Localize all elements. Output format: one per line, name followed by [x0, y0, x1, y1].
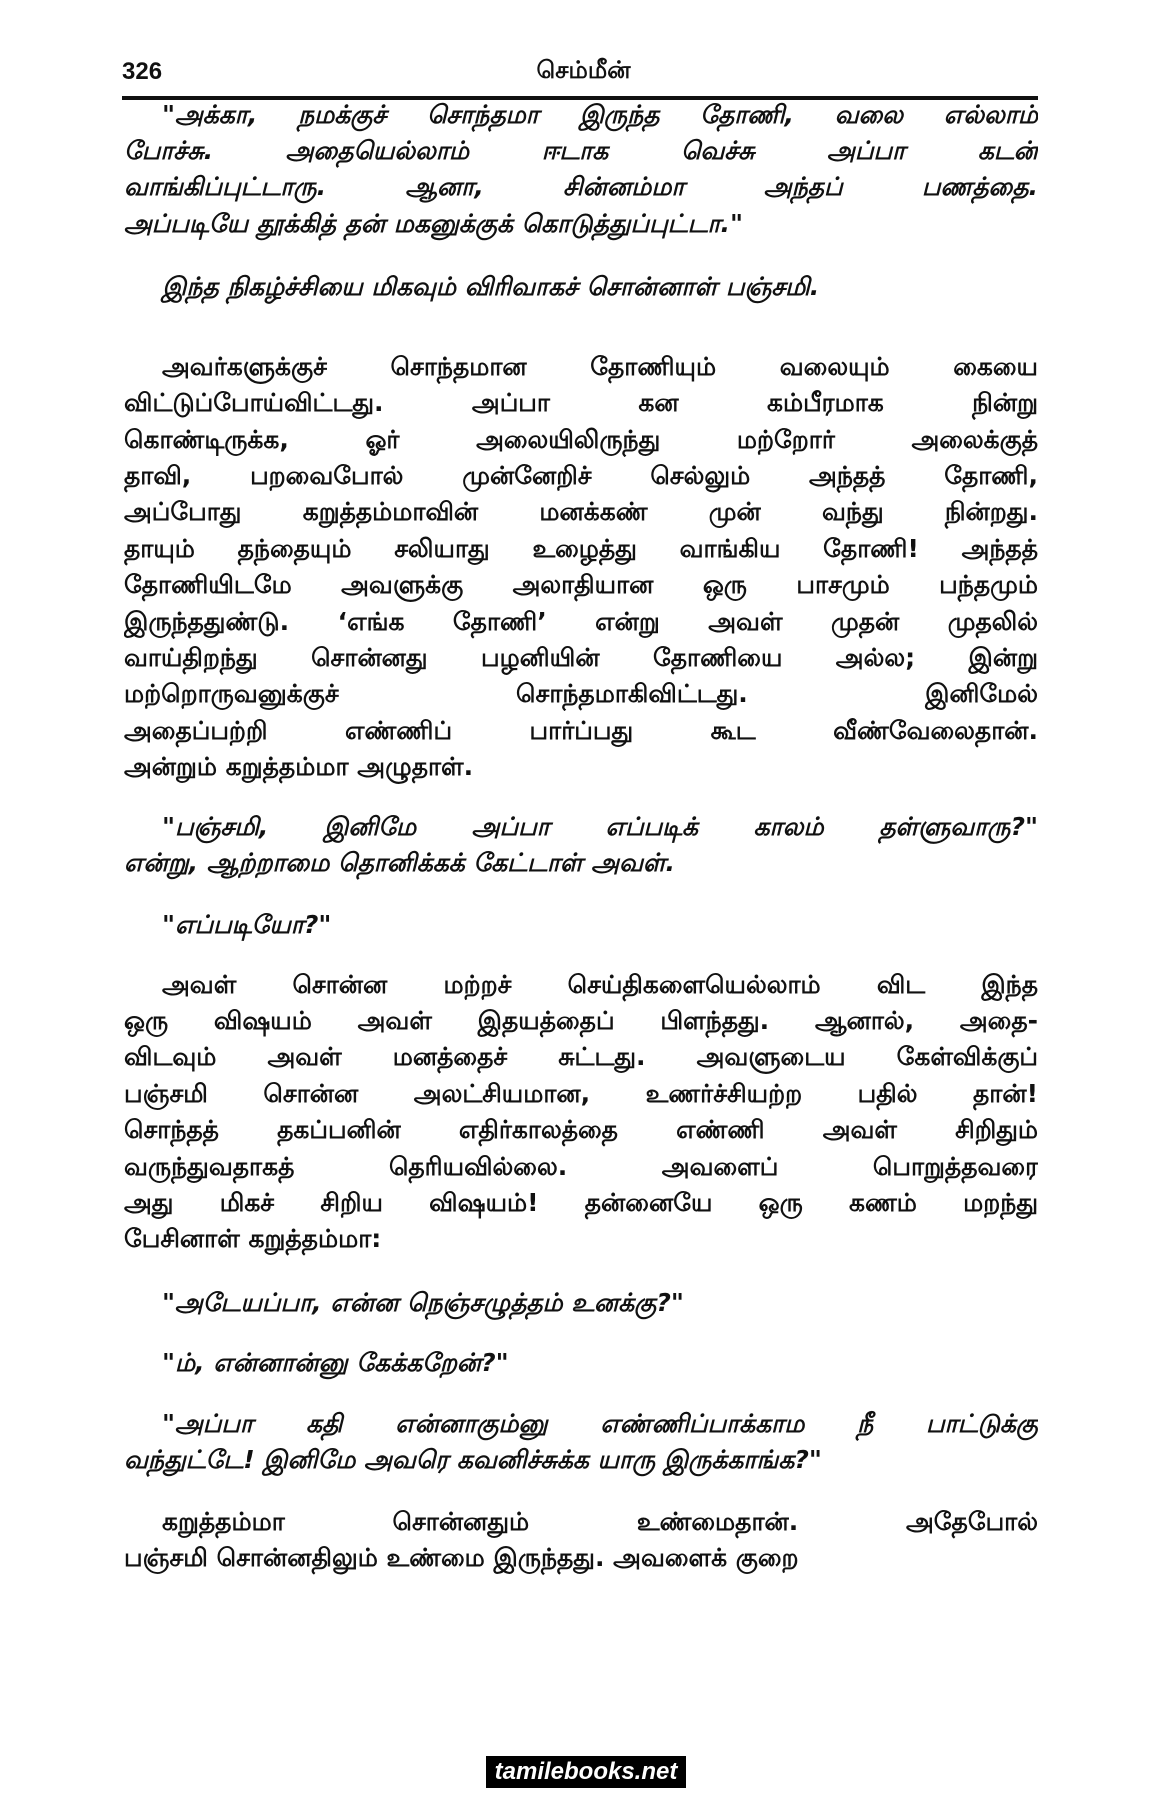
paragraph-8-line: "ம், என்னான்னு கேக்கறேன்?": [162, 1348, 509, 1377]
paragraph-3-line: விட்டுப்போய்விட்டது. அப்பா கன கம்பீரமாக நின்று: [124, 388, 1038, 417]
paragraph-6-line: பேசினாள் கறுத்தம்மா:: [124, 1224, 382, 1253]
paragraph-3-line: கொண்டிருக்க, ஓர் அலையிலிருந்து மற்றோர் அலைக்குத்: [124, 425, 1038, 454]
paragraph-5-line: "எப்படியோ?": [162, 910, 332, 939]
paragraph-6-line: பஞ்சமி சொன்ன அலட்சியமான, உணர்ச்சியற்ற பதில் தான்!: [124, 1079, 1038, 1108]
paragraph-7-line: "அடேயப்பா, என்ன நெஞ்சழுத்தம் உனக்கு?": [162, 1288, 684, 1317]
paragraph-1-line: போச்சு. அதையெல்லாம் ஈடாக வெச்சு அப்பா கடன்: [124, 136, 1038, 165]
paragraph-9-line: "அப்பா கதி என்னாகும்னு எண்ணிப்பாக்காம நீ பாட்டுக்கு: [162, 1409, 1038, 1438]
paragraph-6-line: சொந்தத் தகப்பனின் எதிர்காலத்தை எண்ணி அவள் சிறிதும்: [124, 1115, 1038, 1144]
paragraph-3-line: அன்றும் கறுத்தம்மா அழுதாள்.: [124, 752, 474, 781]
paragraph-1-line: "அக்கா, நமக்குச் சொந்தமா இருந்த தோணி, வலை எல்லாம்: [162, 100, 1038, 129]
paragraph-3-line: தாவி, பறவைபோல் முன்னேறிச் செல்லும் அந்தத் தோணி,: [124, 461, 1038, 490]
paragraph-3-line: அவர்களுக்குச் சொந்தமான தோணியும் வலையும் கையை: [162, 352, 1038, 381]
paragraph-3-line: அப்போது கறுத்தம்மாவின் மனக்கண் முன் வந்து நின்றது.: [124, 497, 1038, 526]
paragraph-6-line: வருந்துவதாகத் தெரியவில்லை. அவளைப் பொறுத்தவரை: [124, 1152, 1038, 1181]
paragraph-3-line: மற்றொருவனுக்குச் சொந்தமாகிவிட்டது. இனிமேல்: [124, 679, 1038, 708]
paragraph-3-line: அதைப்பற்றி எண்ணிப் பார்ப்பது கூட வீண்வேலைதான்.: [124, 716, 1038, 745]
running-title: செம்மீன்: [536, 56, 631, 84]
paragraph-1-line: வாங்கிப்புட்டாரு. ஆனா, சின்னம்மா அந்தப் பணத்தை.: [124, 172, 1038, 201]
paragraph-3-line: தோணியிடமே அவளுக்கு அலாதியான ஒரு பாசமும் பந்தமும்: [124, 570, 1038, 599]
paragraph-6-line: ஒரு விஷயம் அவள் இதயத்தைப் பிளந்தது. ஆனால், அதை-: [124, 1006, 1038, 1035]
paragraph-4-line: என்று, ஆற்றாமை தொனிக்கக் கேட்டாள் அவள்.: [124, 848, 676, 877]
paragraph-3-line: வாய்திறந்து சொன்னது பழனியின் தோணியை அல்ல; இன்று: [124, 643, 1038, 672]
paragraph-9-line: வந்துட்டே! இனிமே அவரெ கவனிச்சுக்க யாரு இருக்காங்க?": [124, 1445, 822, 1474]
watermark-badge: tamilebooks.net: [486, 1756, 686, 1788]
paragraph-10-line: கறுத்தம்மா சொன்னதும் உண்மைதான். அதேபோல்: [162, 1507, 1038, 1536]
paragraph-3-line: தாயும் தந்தையும் சலியாது உழைத்து வாங்கிய தோணி! அந்தத்: [124, 534, 1038, 563]
paragraph-6-line: அவள் சொன்ன மற்றச் செய்திகளையெல்லாம் விட இந்த: [162, 970, 1038, 999]
paragraph-10-line: பஞ்சமி சொன்னதிலும் உண்மை இருந்தது. அவளைக் குறை: [124, 1543, 799, 1572]
paragraph-3-line: இருந்ததுண்டு. ‘எங்க தோணி’ என்று அவள் முதன் முதலில்: [124, 607, 1038, 636]
paragraph-6-line: அது மிகச் சிறிய விஷயம்! தன்னையே ஒரு கணம் மறந்து: [124, 1188, 1038, 1217]
paragraph-4-line: "பஞ்சமி, இனிமே அப்பா எப்படிக் காலம் தள்ளுவாரு?": [162, 812, 1038, 841]
page-number: 326: [122, 58, 163, 85]
paragraph-2-line: இந்த நிகழ்ச்சியை மிகவும் விரிவாகச் சொன்னாள் பஞ்சமி.: [162, 272, 820, 301]
paragraph-6-line: விடவும் அவள் மனத்தைச் சுட்டது. அவளுடைய கேள்விக்குப்: [124, 1042, 1038, 1071]
paragraph-1-line: அப்படியே தூக்கித் தன் மகனுக்குக் கொடுத்துப்புட்டா.": [124, 209, 744, 238]
